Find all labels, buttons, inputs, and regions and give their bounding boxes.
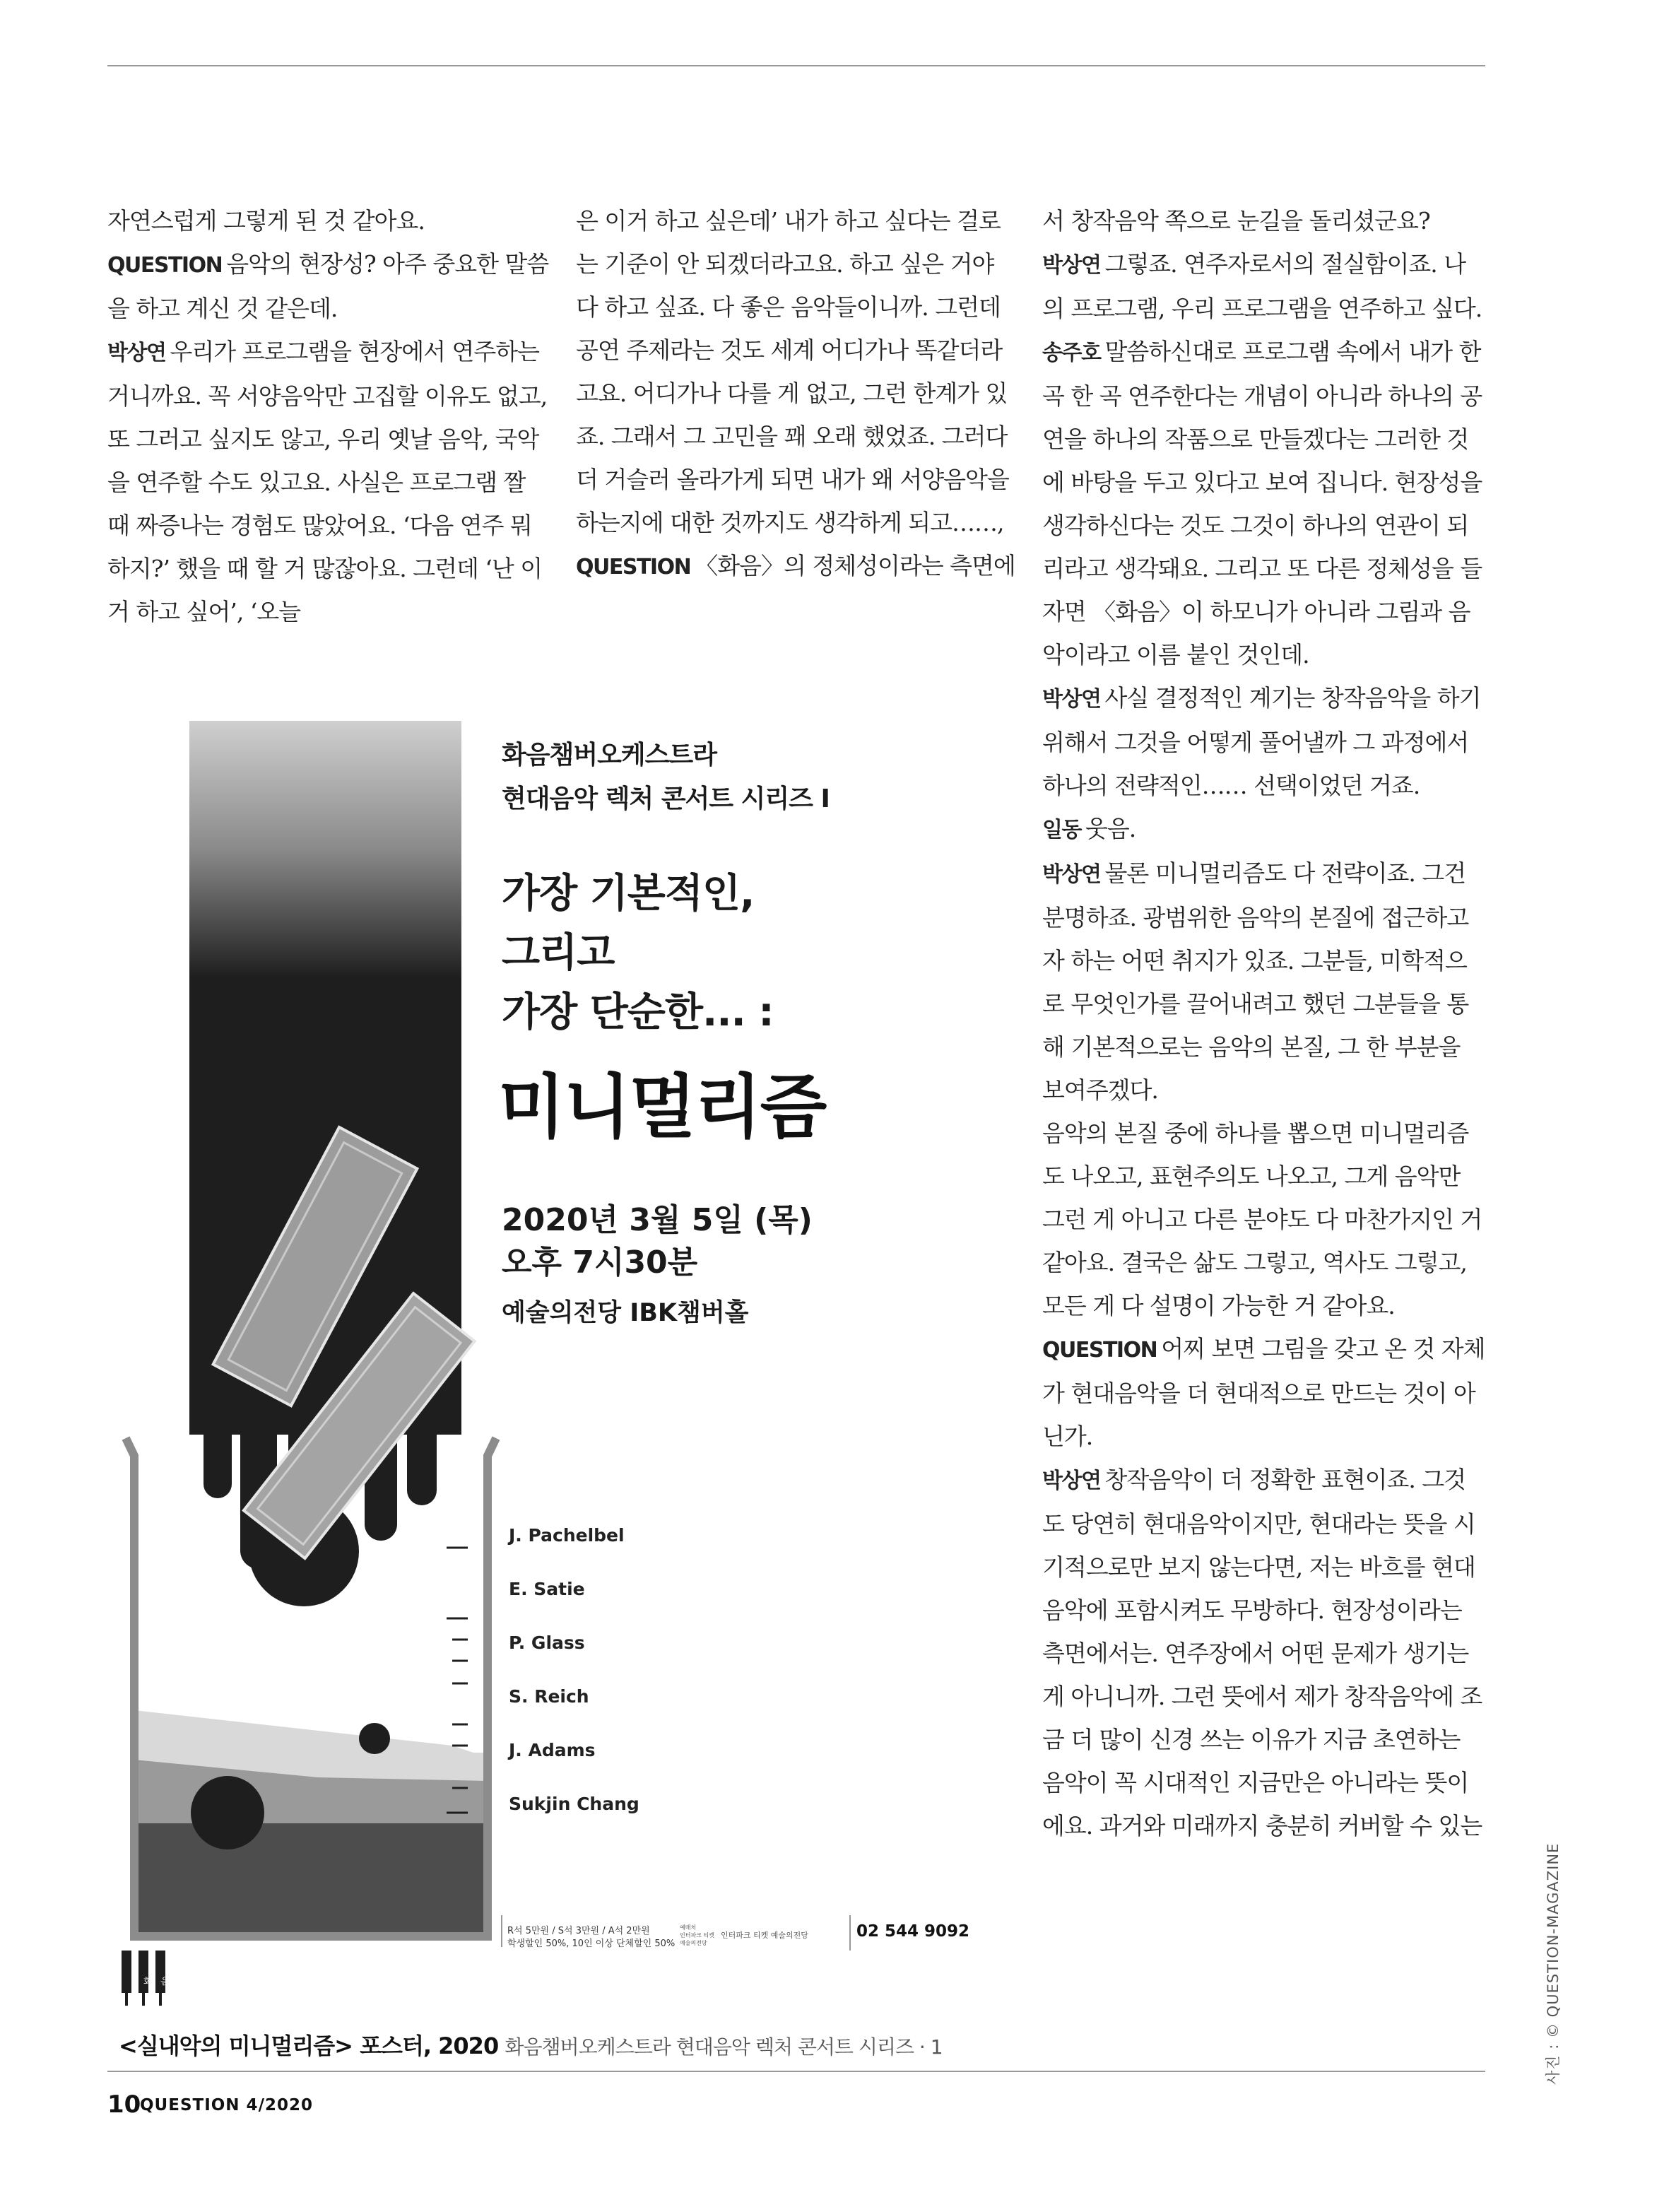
- article-column-3: [1042, 199, 1486, 1847]
- poster-liquid-dark: [134, 1823, 488, 1936]
- paragraph-text: 물론 미니멀리즘도 다 전략이죠. 그건 분명하죠. 광범위한 음악의 본질에 접근하고자 하는 어떤 취지가 있죠. 그분들, 미학적으로 무엇인가를 끌어내려고 했던 그분들을 통해 기본적으로는 음악의 본질, 그 한 부분을 보여주겠다.: [1042, 859, 1469, 1104]
- paragraph-text: 어찌 보면 그림을 갖고 온 것 자체가 현대음악을 더 현대적으로 만드는 것이 아닌가.: [1042, 1335, 1485, 1450]
- poster-main-title: 미니멀리즘: [498, 1067, 826, 1148]
- paragraph-text: 사실 결정적인 계기는 창작음악을 하기 위해서 그것을 어떻게 풀어낼까 그 과정에서 하나의 전략적인…… 선택이었던 거죠.: [1042, 684, 1481, 799]
- hwaum-logo: [122, 1951, 171, 2010]
- paragraph-text: 은 이거 하고 싶은데’ 내가 하고 싶다는 걸로는 기준이 안 되겠더라고요. 하고 싶은 거야 다 하고 싶죠. 다 좋은 음악들이니까. 그런데 공연 주제라는 것도 세계 어디가나 똑같더라고요. 어디가나 다를 게 없고, 그런 한계가 있죠. 그래서 그 고민을 꽤 오래 했었죠. 그러다 더 거슬러 올라가게 되면 내가 왜 서양음악을 하는지에 대한 것까지도 생각하게 되고……,: [576, 207, 1009, 536]
- poster-vendor-sac: 예술의전당: [680, 1940, 707, 1946]
- paragraph: [576, 199, 1018, 544]
- top-rule: [107, 65, 1485, 66]
- speaker-label: 박상연: [1042, 862, 1101, 887]
- speaker-label: QUESTION: [107, 253, 223, 278]
- speaker-label: 박상연: [1042, 253, 1101, 278]
- paragraph: [1042, 1458, 1486, 1847]
- caption-description: 화음챔버오케스트라 현대음악 렉처 콘서트 시리즈 · 1: [505, 2035, 943, 2059]
- speaker-label: QUESTION: [1042, 1338, 1157, 1363]
- poster-composer: J. Pachelbel: [509, 1525, 625, 1546]
- paragraph-text: 창작음악이 더 정확한 표현이죠. 그것도 당연히 현대음악이지만, 현대라는 뜻을 시기적으로만 보지 않는다면, 저는 바흐를 현대음악에 포함시켜도 무방하다. 현장성이라는 측면에서는. 연주장에서 어떤 문제가 생기는 게 아니니까. 그런 뜻에서 제가 창작음악에 조금 더 많이 신경 쓰는 이유가 지금 초연하는 음악이 꼭 시대적인 지금만은 아니라는 뜻이에요. 과거와 미래까지 충분히 커버할 수 있는: [1042, 1466, 1482, 1840]
- poster-subtitle-orchestra: 화음챔버오케스트라: [502, 741, 716, 770]
- poster-ticket-info: [507, 1925, 675, 1951]
- paragraph: [1042, 852, 1486, 1112]
- paragraph: [1042, 807, 1486, 852]
- paragraph-text: 음악의 현장성? 아주 중요한 말씀을 하고 계신 것 같은데.: [107, 250, 549, 322]
- poster-date: 2020년 3월 5일 (목): [502, 1202, 813, 1238]
- paragraph-text: 서 창작음악 쪽으로 눈길을 돌리셨군요?: [1042, 207, 1430, 235]
- article-column-1: [107, 199, 549, 633]
- poster-vendor-interpark: 인터파크 티켓: [680, 1932, 714, 1939]
- paragraph: [1042, 676, 1486, 807]
- poster-title-line-1: 가장 기본적인,: [502, 871, 755, 917]
- hwaum-logo-char-1: 화: [143, 1977, 153, 1987]
- paragraph: [107, 330, 549, 633]
- magazine-issue: QUESTION 4/2020: [140, 2096, 313, 2114]
- paragraph-text: 말씀하신대로 프로그램 속에서 내가 한 곡 한 곡 연주한다는 개념이 아니라 하나의 공연을 하나의 작품으로 만들겠다는 그러한 것에 바탕을 두고 있다고 보여 집니다. 현장성을 생각하신다는 것도 그것이 하나의 연관이 되리라고 생각돼요. 그리고 또 다른 정체성을 들자면 〈화음〉이 하모니가 아니라 그림과 음악이라고 이름 붙인 것인데.: [1042, 338, 1482, 669]
- poster-composer: Sukjin Chang: [509, 1794, 639, 1814]
- paragraph-text: 우리가 프로그램을 현장에서 연주하는 거니까요. 꼭 서양음악만 고집할 이유도 없고, 또 그러고 싶지도 않고, 우리 옛날 음악, 국악을 연주할 수도 있고요. 사실은 프로그램 짤 때 짜증나는 경험도 많았어요. ‘다음 연주 뭐 하지?’ 했을 때 할 거 많잖아요. 그런데 ‘난 이거 하고 싶어’, ‘오늘: [107, 338, 548, 625]
- speaker-label: 박상연: [107, 341, 166, 365]
- poster-composer: S. Reich: [509, 1686, 589, 1707]
- poster-ball-large: [191, 1776, 264, 1849]
- poster-subtitle-series: 현대음악 렉처 콘서트 시리즈 I: [502, 784, 830, 813]
- poster-ticket-vendors: [680, 1924, 714, 1947]
- paragraph: [1042, 1327, 1486, 1458]
- photo-credit: 사진 : © QUESTION-MAGAZINE: [1545, 1842, 1562, 2085]
- bottom-rule: [107, 2071, 1485, 2072]
- poster-composer: J. Adams: [509, 1740, 596, 1760]
- paragraph: [1042, 330, 1486, 676]
- speaker-label: 박상연: [1042, 1469, 1101, 1493]
- paragraph-text: 웃음.: [1085, 815, 1136, 842]
- speaker-label: 송주호: [1042, 341, 1101, 365]
- paragraph: [1042, 242, 1486, 330]
- poster-price: R석 5만원 / S석 3만원 / A석 2만원: [507, 1926, 650, 1936]
- speaker-label: 일동: [1042, 818, 1081, 842]
- paragraph: [107, 242, 549, 330]
- speaker-label: 박상연: [1042, 687, 1101, 712]
- poster-title-line-2: 그리고: [502, 930, 615, 976]
- poster-composer: P. Glass: [509, 1632, 585, 1653]
- paragraph: [1042, 199, 1486, 242]
- speaker-label: QUESTION: [576, 555, 691, 580]
- caption-title: <실내악의 미니멀리즘> 포스터, 2020: [119, 2032, 499, 2059]
- article-column-2: [576, 199, 1018, 589]
- paragraph-text: 음악의 본질 중에 하나를 뽑으면 미니멀리즘도 나오고, 표현주의도 나오고, 그게 음악만 그런 게 아니고 다른 분야도 다 마찬가지인 거 같아요. 결국은 삶도 그렇고, 역사도 그렇고, 모든 게 다 설명이 가능한 거 같아요.: [1042, 1119, 1482, 1319]
- hwaum-logo-char-2: 음: [160, 1977, 170, 1987]
- poster-venue: 예술의전당 IBK챔버홀: [502, 1299, 749, 1327]
- poster-vendor-logos: 인터파크 티켓 예술의전당: [721, 1931, 808, 1940]
- poster-vendor-label: 예매처: [680, 1924, 697, 1931]
- paragraph-text: 그렇죠. 연주자로서의 절실함이죠. 나의 프로그램, 우리 프로그램을 연주하고 싶다.: [1042, 250, 1482, 322]
- poster-title-line-3: 가장 단순한... :: [502, 989, 774, 1035]
- poster-composer: E. Satie: [509, 1579, 585, 1599]
- poster-time: 오후 7시30분: [502, 1245, 698, 1281]
- poster-ball-small: [359, 1723, 390, 1754]
- poster-phone: 02 544 9092: [856, 1922, 970, 1941]
- paragraph: [576, 544, 1018, 589]
- paragraph: [107, 199, 549, 242]
- poster-caption: [119, 2028, 943, 2061]
- paragraph: [1042, 1112, 1486, 1327]
- page-number: 10: [107, 2090, 141, 2119]
- paragraph-text: 자연스럽게 그렇게 된 것 같아요.: [107, 207, 425, 235]
- paragraph-text: 〈화음〉의 정체성이라는 측면에: [695, 552, 1015, 580]
- poster-discount: 학생할인 50%, 10인 이상 단체할인 50%: [507, 1939, 676, 1949]
- concert-poster: [106, 721, 989, 2007]
